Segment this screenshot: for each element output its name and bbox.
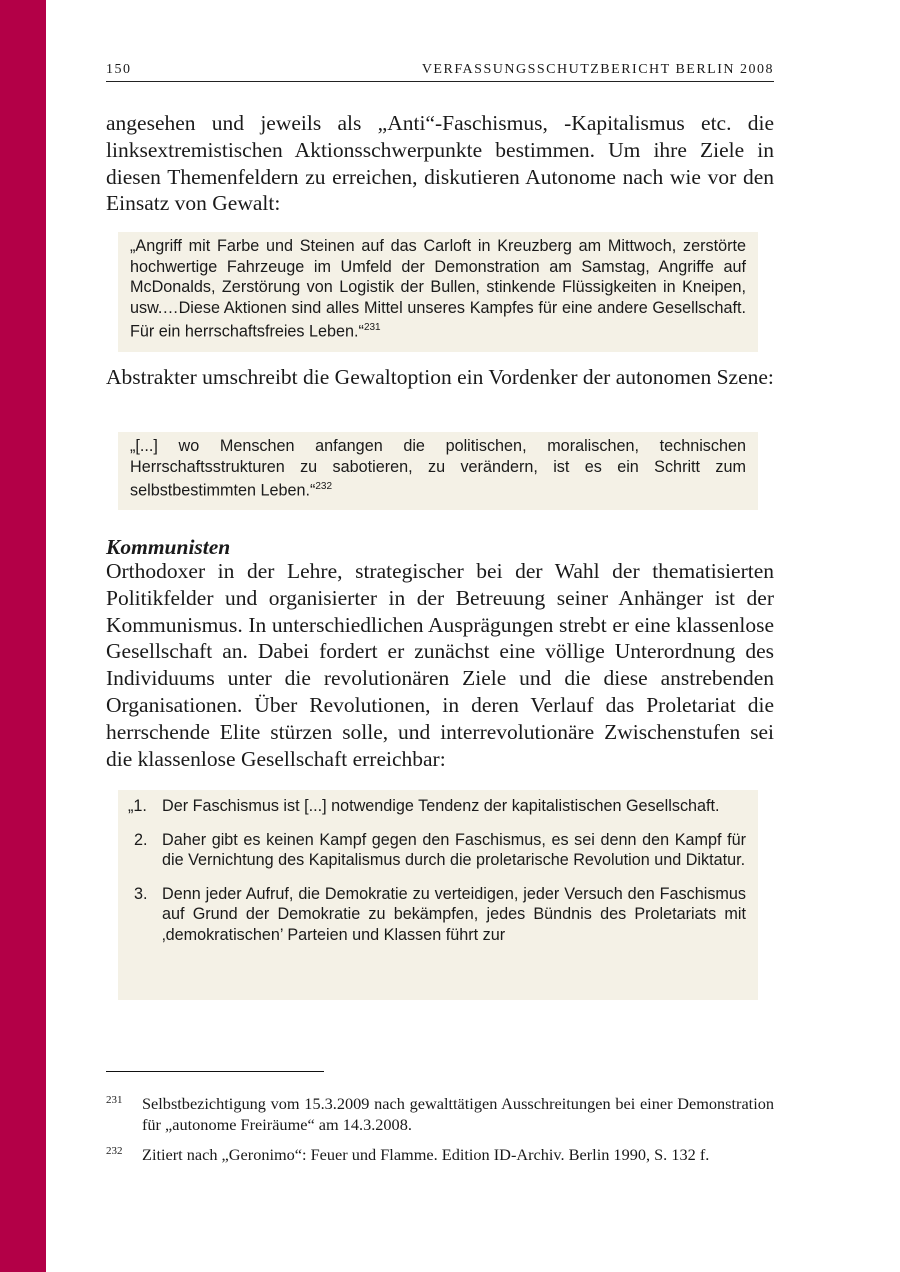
list-text: Der Faschismus ist [...] notwendige Tendenz der kapitalistischen Gesellschaft. (162, 797, 720, 815)
quote-2-text: „[...] wo Menschen anfangen die politischen, moralischen, technischen Herrschaftsstrukturen zu sabotieren, zu verändern, ist es ein Schritt zum selbstbestimmten Leben.“ (130, 437, 746, 500)
footnote-text: Selbstbezichtigung vom 15.3.2009 nach gewalttätigen Ausschreitungen bei einer Demonstration für „autonome Freiräume“ am 14.3.2008. (142, 1094, 774, 1134)
list-item (128, 884, 746, 946)
footnote-number: 232 (106, 1145, 123, 1157)
section-heading: Kommunisten (106, 535, 231, 559)
footnote-separator (106, 1071, 324, 1072)
footnote-text: Zitiert nach „Geronimo“: Feuer und Flamme. Edition ID-Archiv. Berlin 1990, S. 132 f. (142, 1145, 710, 1164)
quote-1-text: „Angriff mit Farbe und Steinen auf das Carloft in Kreuzberg am Mittwoch, zerstörte hochwertige Fahrzeuge im Umfeld der Demonstration am Samstag, Angriffe auf McDonalds, Zerstörung von Logistik der Bullen, stinkende Flüssigkeiten in Kneipen, usw.…Diese Aktionen sind alles Mittel unseres Kampfes für eine andere Gesellschaft. Für ein herrschaftsfreies Leben.“ (130, 237, 746, 341)
quote-1 (118, 232, 758, 352)
paragraph-3: Orthodoxer in der Lehre, strategischer bei der Wahl der thematisierten Politikfelder und organisierter in der Betreuung seiner Anhänger ist der Kommunismus. In unterschiedlichen Ausprägungen strebt er eine klassenlose Gesellschaft an. Dabei fordert er zunächst eine völlige Unterordnung des Individuums unter die revolutionären Ziele und die diese anstrebenden Organisationen. Über Revolutionen, in deren Verlauf das Proletariat die herrschende Elite stürzen solle, und interrevolutionäre Zwischenstufen sei die klassenlose Gesellschaft erreichbar: (106, 559, 774, 771)
running-title: VERFASSUNGSSCHUTZBERICHT BERLIN 2008 (421, 62, 774, 77)
list-item (128, 830, 746, 871)
list-text: Denn jeder Aufruf, die Demokratie zu verteidigen, jeder Versuch den Faschismus auf Grund der Demokratie zu bekämpfen, jedes Bündnis des Proletariats mit ‚demokratischen’ Parteien und Klassen führt zur (162, 884, 746, 944)
list-text: Daher gibt es keinen Kampf gegen den Faschismus, es sei denn den Kampf für die Vernichtung des Kapitalismus durch die proletarische Revolution und Diktatur. (162, 830, 746, 869)
footnote-ref-231: 231 (363, 322, 381, 333)
list-number: 2. (134, 830, 148, 849)
footnote-number: 231 (106, 1094, 123, 1106)
page-header (106, 62, 774, 82)
list-number: 3. (134, 884, 148, 903)
page-number: 150 (106, 62, 132, 77)
quote-3 (118, 790, 758, 1000)
paragraph-2: Abstrakter umschreibt die Gewaltoption ein Vordenker der autonomen Szene: (106, 365, 774, 389)
footnote-231 (106, 1093, 774, 1135)
list-number: „1. (128, 797, 147, 815)
footnote-232 (106, 1144, 774, 1165)
page-edge-bar (0, 0, 46, 1272)
paragraph-1: angesehen und jeweils als „Anti“-Faschismus, -Kapitalismus etc. die linksextremistischen Aktionsschwerpunkte bestimmen. Um ihre Ziele in diesen Themenfeldern zu erreichen, diskutieren Autonome nach wie vor den Einsatz von Gewalt: (106, 111, 774, 216)
quote-2 (118, 432, 758, 510)
list-item (128, 796, 746, 817)
footnote-ref-232: 232 (315, 481, 333, 492)
